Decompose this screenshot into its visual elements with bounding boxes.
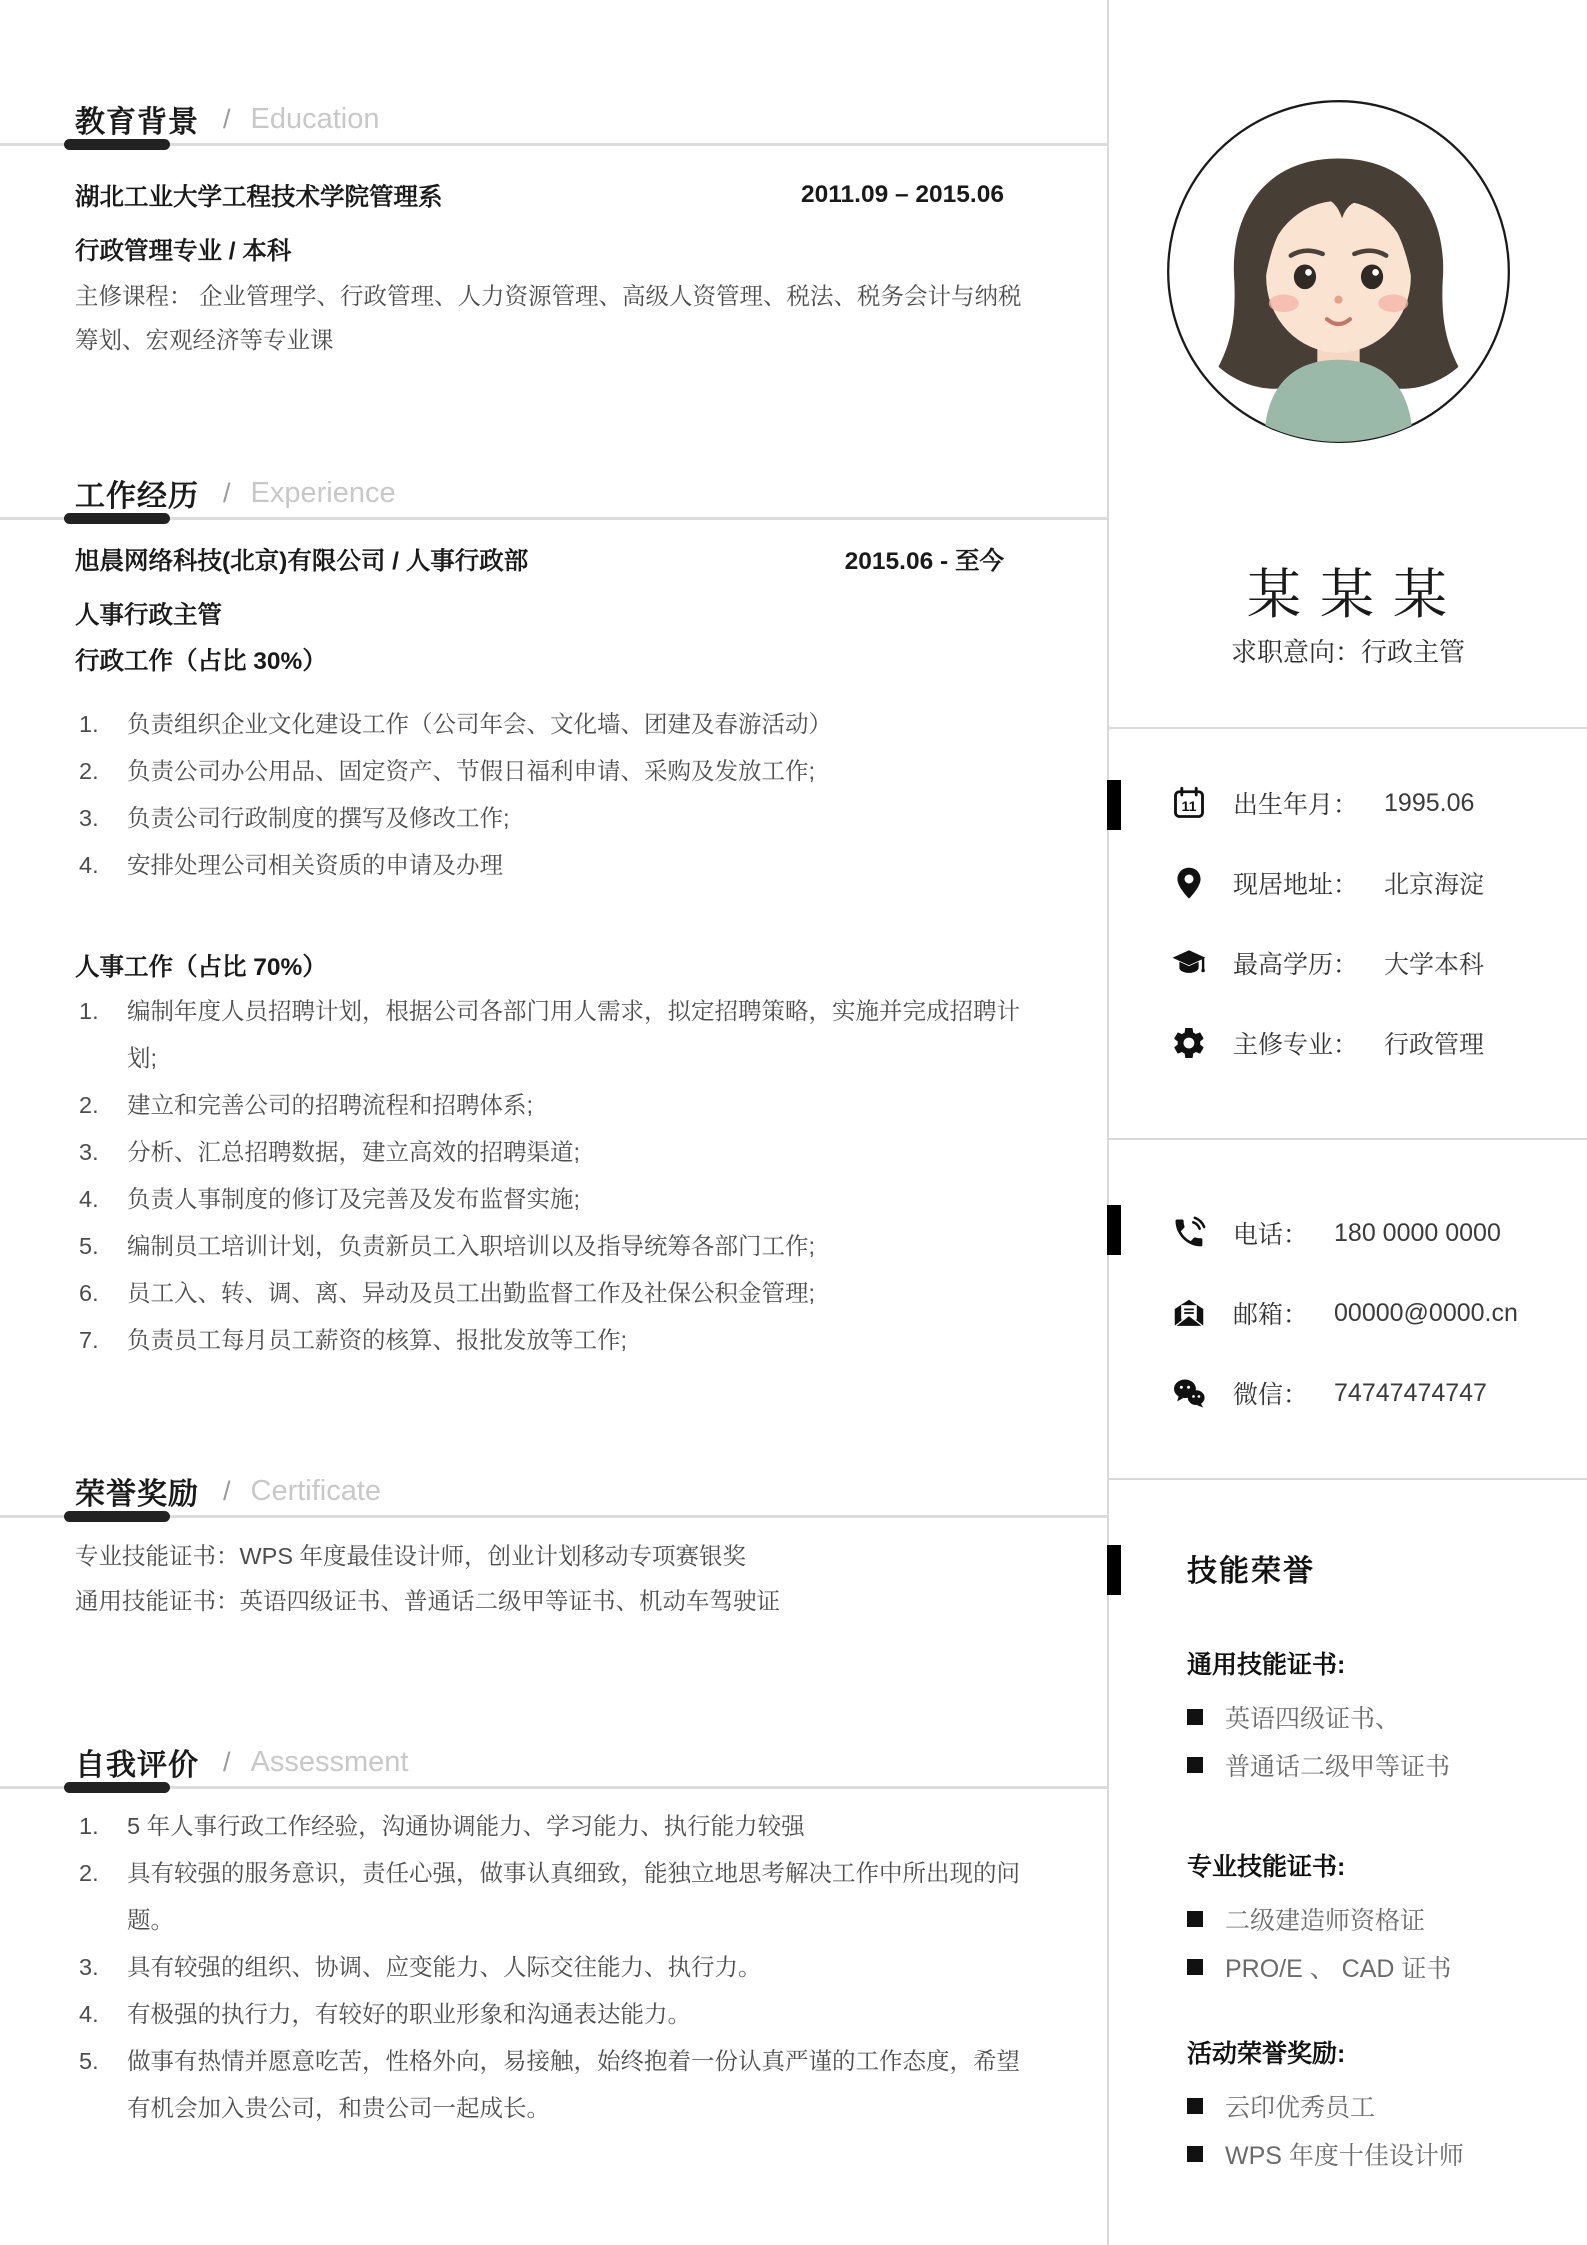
calendar-icon [1169, 783, 1209, 823]
section-title-en: Education [250, 102, 380, 135]
section-title-zh: 荣誉奖励 [75, 1478, 199, 1511]
candidate-name: 某 某 某 [1246, 565, 1449, 625]
sidebar-divider [1109, 727, 1587, 729]
contact-value: 180 0000 0000 [1334, 1218, 1501, 1247]
section-certificate [0, 1467, 1107, 1624]
skill-item-label: WPS 年度十佳设计师 [1225, 2142, 1464, 2170]
education-major: 行政管理专业 / 本科 [75, 237, 292, 265]
rule-accent-bar [64, 1511, 170, 1522]
hr-work-list [75, 988, 1042, 1364]
section-assessment [0, 1738, 1107, 2132]
section-title-en: Assessment [250, 1745, 409, 1778]
admin-work-list [75, 701, 1042, 889]
sidebar-accent-bar [1107, 1545, 1121, 1595]
job-objective: 求职意向：行政主管 [1230, 637, 1465, 667]
skill-group-general [1187, 1633, 1573, 1789]
info-value: 行政管理 [1384, 1031, 1485, 1059]
section-header-experience [75, 469, 1042, 517]
skills-honors-block [1187, 1540, 1573, 2178]
skill-group-heading: 专业技能证书: [1187, 1853, 1346, 1881]
certificate-lines [75, 1534, 1042, 1624]
skill-item [1187, 1693, 1573, 1741]
admin-work-heading: 行政工作（占比 30%） [75, 647, 327, 675]
contact-value: 74747474747 [1334, 1378, 1487, 1407]
sidebar-divider [1109, 1138, 1587, 1140]
section-title-en: Experience [250, 476, 396, 509]
hr-work-heading: 人事工作（占比 70%） [75, 953, 327, 981]
contact-row-wechat [1169, 1353, 1577, 1433]
sidebar-divider [1109, 1478, 1587, 1480]
list-item: 编制员工培训计划，负责新员工入职培训以及指导统筹各部门工作; [127, 1233, 816, 1259]
skill-item-label: 二级建造师资格证 [1225, 1907, 1426, 1935]
education-date-range: 2011.09 – 2015.06 [800, 181, 1004, 208]
skill-item [1187, 2130, 1573, 2178]
section-rule [0, 1515, 1107, 1518]
personal-info-block [1169, 763, 1577, 1083]
skill-group-heading: 活动荣誉奖励: [1187, 2040, 1346, 2068]
skill-item-label: PRO/E 、 CAD 证书 [1225, 1955, 1452, 1983]
experience-entry-row [75, 536, 1042, 582]
info-label: 现居地址： [1233, 871, 1359, 899]
phone-icon [1169, 1213, 1209, 1253]
school-name: 湖北工业大学工程技术学院管理系 [75, 183, 443, 211]
rule-accent-bar [64, 513, 170, 524]
section-header-education [75, 95, 1042, 143]
gear-icon [1169, 1023, 1209, 1063]
list-item: 员工入、转、调、离、异动及员工出勤监督工作及社保公积金管理; [127, 1280, 816, 1306]
svg-text:11: 11 [1181, 799, 1197, 816]
section-title-zh: 教育背景 [75, 106, 199, 139]
contact-value: 00000@0000.cn [1334, 1298, 1518, 1327]
square-bullet-icon [1187, 1709, 1203, 1725]
list-item: 负责人事制度的修订及完善及发布监督实施; [127, 1186, 581, 1212]
wechat-icon [1169, 1373, 1209, 1413]
company-name: 旭晨网络科技(北京)有限公司 / 人事行政部 [75, 547, 529, 575]
info-value: 1995.06 [1384, 788, 1475, 817]
section-header-certificate [75, 1467, 1042, 1515]
contact-label: 电话： [1233, 1221, 1309, 1249]
list-item: 负责员工每月员工薪资的核算、报批发放等工作; [127, 1327, 628, 1353]
section-education [0, 95, 1107, 362]
section-rule [0, 1786, 1107, 1789]
info-row-address [1169, 843, 1577, 923]
envelope-icon [1169, 1293, 1209, 1333]
avatar-illustration [1162, 95, 1515, 448]
list-item: 负责组织企业文化建设工作（公司年会、文化墙、团建及春游活动） [127, 711, 832, 737]
info-label: 出生年月： [1233, 791, 1359, 819]
certificate-line: 专业技能证书：WPS 年度最佳设计师，创业计划移动专项赛银奖 [75, 1543, 747, 1569]
contact-label: 邮箱： [1233, 1301, 1309, 1329]
list-item: 有极强的执行力，有较好的职业形象和沟通表达能力。 [127, 2001, 691, 2027]
experience-date-range: 2015.06 - 至今 [844, 547, 1004, 575]
info-value: 北京海淀 [1384, 871, 1485, 899]
section-rule [0, 143, 1107, 146]
section-title-zh: 自我评价 [75, 1749, 199, 1782]
skill-group-heading: 通用技能证书: [1187, 1651, 1346, 1679]
graduation-cap-icon [1169, 943, 1209, 983]
sidebar-accent-bar [1107, 780, 1121, 830]
list-item: 负责公司办公用品、固定资产、节假日福利申请、采购及发放工作; [127, 758, 816, 784]
info-row-degree [1169, 923, 1577, 1003]
info-value: 大学本科 [1384, 951, 1485, 979]
square-bullet-icon [1187, 2146, 1203, 2162]
square-bullet-icon [1187, 1911, 1203, 1927]
square-bullet-icon [1187, 2098, 1203, 2114]
certificate-line: 通用技能证书：英语四级证书、普通话二级甲等证书、机动车驾驶证 [75, 1588, 780, 1614]
list-item: 建立和完善公司的招聘流程和招聘体系; [127, 1092, 534, 1118]
skill-item [1187, 2082, 1573, 2130]
list-item: 具有较强的服务意识，责任心强，做事认真细致，能独立地思考解决工作中所出现的问题。 [127, 1860, 1020, 1933]
skills-honors-title: 技能荣誉 [1187, 1554, 1315, 1588]
rule-accent-bar [64, 1782, 170, 1793]
education-entry-row [75, 172, 1042, 218]
skill-group-activity [1187, 2022, 1573, 2178]
contact-label: 微信： [1233, 1381, 1309, 1409]
square-bullet-icon [1187, 1959, 1203, 1975]
info-label: 最高学历： [1233, 951, 1359, 979]
sidebar-accent-bar [1107, 1205, 1121, 1255]
avatar [1162, 95, 1515, 448]
list-item: 做事有热情并愿意吃苦，性格外向，易接触，始终抱着一份认真严谨的工作态度，希望有机会加入贵公司，和贵公司一起成长。 [127, 2048, 1020, 2121]
skill-item-label: 普通话二级甲等证书 [1225, 1753, 1451, 1781]
list-item: 具有较强的组织、协调、应变能力、人际交往能力、执行力。 [127, 1954, 762, 1980]
list-item: 安排处理公司相关资质的申请及办理 [127, 852, 503, 878]
section-title-slash: / [223, 1746, 231, 1777]
skill-item [1187, 1895, 1573, 1943]
section-title-zh: 工作经历 [75, 480, 199, 513]
contact-row-email [1169, 1273, 1577, 1353]
section-experience [0, 469, 1107, 1364]
info-label: 主修专业： [1233, 1031, 1359, 1059]
square-bullet-icon [1187, 1757, 1203, 1773]
list-item: 负责公司行政制度的撰写及修改工作; [127, 805, 510, 831]
location-pin-icon [1169, 863, 1209, 903]
section-title-slash: / [223, 103, 231, 134]
rule-accent-bar [64, 139, 170, 150]
assessment-list [75, 1803, 1042, 2132]
section-header-assessment [75, 1738, 1042, 1786]
job-title: 人事行政主管 [75, 601, 222, 629]
section-title-slash: / [223, 1475, 231, 1506]
list-item: 5 年人事行政工作经验，沟通协调能力、学习能力、执行能力较强 [127, 1813, 805, 1839]
sidebar [1107, 0, 1587, 2245]
education-courses: 主修课程： 企业管理学、行政管理、人力资源管理、高级人资管理、税法、税务会计与纳税筹划、宏观经济等专业课 [75, 283, 1022, 353]
section-title-slash: / [223, 477, 231, 508]
skill-item [1187, 1943, 1573, 1991]
info-row-major [1169, 1003, 1577, 1083]
skill-item-label: 云印优秀员工 [1225, 2094, 1376, 2122]
info-row-birth [1169, 763, 1577, 843]
skill-group-professional [1187, 1835, 1573, 1991]
list-item: 分析、汇总招聘数据，建立高效的招聘渠道; [127, 1139, 581, 1165]
contact-block [1169, 1193, 1577, 1433]
section-title-en: Certificate [250, 1474, 382, 1507]
section-rule [0, 517, 1107, 520]
list-item: 编制年度人员招聘计划，根据公司各部门用人需求，拟定招聘策略，实施并完成招聘计划; [127, 998, 1020, 1071]
skill-item-label: 英语四级证书、 [1225, 1705, 1401, 1733]
skill-item [1187, 1741, 1573, 1789]
contact-row-phone [1169, 1193, 1577, 1273]
